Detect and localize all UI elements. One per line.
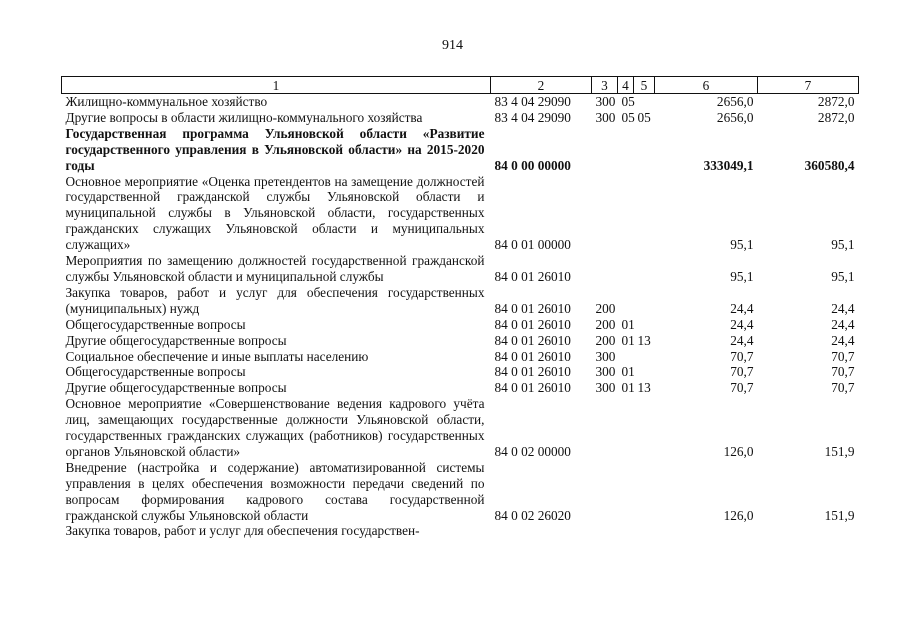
subsection-cell xyxy=(634,317,655,333)
subsection-cell: 13 xyxy=(637,380,651,396)
amount-year2-cell: 151,9 xyxy=(824,443,855,459)
target-code-cell: 84 0 01 26010 xyxy=(494,348,571,364)
section-cell: 01 xyxy=(621,332,635,348)
expense-type-cell xyxy=(592,174,618,254)
column-header: 3 xyxy=(592,77,618,94)
subsection-cell xyxy=(634,396,655,460)
expense-type-cell: 300 xyxy=(595,94,616,109)
amount-year1-cell: 2656,0 xyxy=(716,94,754,109)
subsection-cell xyxy=(634,174,655,254)
row-name-cell: Социальное обеспечение и иные выплаты населению xyxy=(65,348,369,364)
expense-type-cell: 300 xyxy=(595,348,616,364)
amount-year2-cell: 24,4 xyxy=(831,316,855,332)
target-code-cell: 84 0 01 00000 xyxy=(494,237,571,253)
table-row xyxy=(62,364,859,380)
amount-year2-cell: 151,9 xyxy=(824,507,855,523)
target-code-cell: 84 0 01 26010 xyxy=(494,300,571,316)
amount-year1-cell: 95,1 xyxy=(730,268,754,284)
amount-year2-cell: 2872,0 xyxy=(817,94,855,109)
header-row xyxy=(62,77,859,94)
amount-year1-cell: 95,1 xyxy=(730,237,754,253)
column-header: 6 xyxy=(655,77,758,94)
column-header: 1 xyxy=(62,77,491,94)
expense-type-cell: 200 xyxy=(595,332,616,348)
budget-table xyxy=(61,76,859,539)
amount-year1-cell: 126,0 xyxy=(723,443,754,459)
section-cell: 05 xyxy=(621,94,635,109)
expense-type-cell: 200 xyxy=(595,300,616,316)
target-code-cell: 83 4 04 29090 xyxy=(494,94,571,109)
amount-year1-cell: 24,4 xyxy=(730,332,754,348)
amount-year2-cell: 24,4 xyxy=(831,300,855,316)
subsection-cell xyxy=(634,126,655,174)
target-code-cell: 84 0 02 26020 xyxy=(494,507,571,523)
row-name-cell: Другие вопросы в области жилищно-коммунального хозяйства xyxy=(65,109,423,125)
section-cell: 05 xyxy=(621,109,635,125)
table-row xyxy=(62,174,859,254)
table-row xyxy=(62,317,859,333)
subsection-cell xyxy=(634,285,655,317)
expense-type-cell xyxy=(592,523,618,539)
amount-year2-cell: 70,7 xyxy=(831,364,855,380)
subsection-cell xyxy=(634,460,655,524)
amount-year1-cell: 70,7 xyxy=(730,364,754,380)
expense-type-cell: 300 xyxy=(595,380,616,396)
table-header xyxy=(62,77,859,94)
table-row xyxy=(62,523,859,539)
target-code-cell xyxy=(491,523,592,539)
row-name-cell: Основное мероприятие «Оценка претендентов на замещение должностей государственной гражданской службы Ульяновской области и муниципальной службы в Ульяновской области, государственных гражданских служащих Ульяновской области и муниципальных служащих» xyxy=(65,173,485,253)
amount-year2-cell: 70,7 xyxy=(831,380,855,396)
expense-type-cell: 300 xyxy=(595,109,616,125)
column-header: 4 xyxy=(618,77,634,94)
target-code-cell: 83 4 04 29090 xyxy=(494,109,571,125)
table-row xyxy=(62,253,859,285)
target-code-cell: 84 0 01 26010 xyxy=(494,364,571,380)
table-row xyxy=(62,333,859,349)
row-name-cell: Государственная программа Ульяновской области «Развитие государственного управления в Ульяновской области» на 2015-2020 годы xyxy=(65,125,485,173)
section-cell xyxy=(618,253,634,285)
section-cell: 01 xyxy=(621,364,635,380)
amount-year2-cell: 24,4 xyxy=(831,332,855,348)
column-header: 7 xyxy=(758,77,859,94)
row-name-cell: Мероприятия по замещению должностей государственной гражданской службы Ульяновской области и муниципальной службы xyxy=(65,253,485,284)
subsection-cell xyxy=(634,253,655,285)
subsection-cell: 05 xyxy=(637,109,651,125)
expense-type-cell xyxy=(592,396,618,460)
row-name-cell: Другие общегосударственные вопросы xyxy=(65,380,287,396)
row-name-cell: Основное мероприятие «Совершенствование ведения кадрового учёта лиц, замещающих государственные должности Ульяновской области, государственных гражданских служащих (работников) государственных органов Ульяновской области» xyxy=(65,396,485,459)
section-cell xyxy=(618,285,634,317)
section-cell xyxy=(618,460,634,524)
subsection-cell xyxy=(634,94,655,110)
amount-year1-cell xyxy=(655,523,758,539)
section-cell xyxy=(618,174,634,254)
section-cell: 01 xyxy=(621,380,635,396)
amount-year1-cell: 70,7 xyxy=(730,380,754,396)
table-row xyxy=(62,110,859,126)
section-cell xyxy=(618,126,634,174)
section-cell xyxy=(618,349,634,365)
table-body xyxy=(62,94,859,540)
row-name-cell: Внедрение (настройка и содержание) автоматизированной системы управления в целях обеспечения возможности передачи сведений по вопросам формирования кадрового состава государственной гражданской службы Ульяновской области xyxy=(65,459,485,523)
table-row xyxy=(62,94,859,110)
subsection-cell: 13 xyxy=(637,332,651,348)
table-row xyxy=(62,285,859,317)
table-row xyxy=(62,460,859,524)
section-cell xyxy=(618,396,634,460)
amount-year1-cell: 24,4 xyxy=(730,300,754,316)
amount-year2-cell: 70,7 xyxy=(831,348,855,364)
column-header: 5 xyxy=(634,77,655,94)
target-code-cell: 84 0 01 26010 xyxy=(494,332,571,348)
expense-type-cell: 300 xyxy=(595,364,616,380)
column-header: 2 xyxy=(491,77,592,94)
expense-type-cell xyxy=(592,460,618,524)
amount-year1-cell: 70,7 xyxy=(730,348,754,364)
amount-year2-cell: 95,1 xyxy=(831,268,855,284)
target-code-cell: 84 0 01 26010 xyxy=(494,268,571,284)
table-row xyxy=(62,380,859,396)
target-code-cell: 84 0 00 00000 xyxy=(494,157,571,173)
amount-year1-cell: 126,0 xyxy=(723,507,754,523)
subsection-cell xyxy=(634,523,655,539)
amount-year1-cell: 333049,1 xyxy=(703,157,754,173)
table-row xyxy=(62,126,859,174)
table-row xyxy=(62,349,859,365)
row-name-cell: Закупка товаров, работ и услуг для обеспечения государствен- xyxy=(65,523,420,539)
row-name-cell: Жилищно-коммунальное хозяйство xyxy=(65,94,268,109)
expense-type-cell: 200 xyxy=(595,316,616,332)
row-name-cell: Общегосударственные вопросы xyxy=(65,316,246,332)
row-name-cell: Другие общегосударственные вопросы xyxy=(65,332,287,348)
expense-type-cell xyxy=(592,126,618,174)
target-code-cell: 84 0 01 26010 xyxy=(494,316,571,332)
target-code-cell: 84 0 01 26010 xyxy=(494,380,571,396)
subsection-cell xyxy=(634,364,655,380)
target-code-cell: 84 0 02 00000 xyxy=(494,443,571,459)
subsection-cell xyxy=(634,349,655,365)
table-row xyxy=(62,396,859,460)
row-name-cell: Общегосударственные вопросы xyxy=(65,364,246,380)
amount-year1-cell: 2656,0 xyxy=(716,109,754,125)
row-name-cell: Закупка товаров, работ и услуг для обеспечения государственных (муниципальных) нужд xyxy=(65,284,485,316)
amount-year1-cell: 24,4 xyxy=(730,316,754,332)
amount-year2-cell xyxy=(758,523,859,539)
page-number: 914 xyxy=(442,38,463,53)
amount-year2-cell: 360580,4 xyxy=(804,157,855,173)
expense-type-cell xyxy=(592,253,618,285)
section-cell: 01 xyxy=(621,316,635,332)
amount-year2-cell: 95,1 xyxy=(831,237,855,253)
section-cell xyxy=(618,523,634,539)
amount-year2-cell: 2872,0 xyxy=(817,109,855,125)
